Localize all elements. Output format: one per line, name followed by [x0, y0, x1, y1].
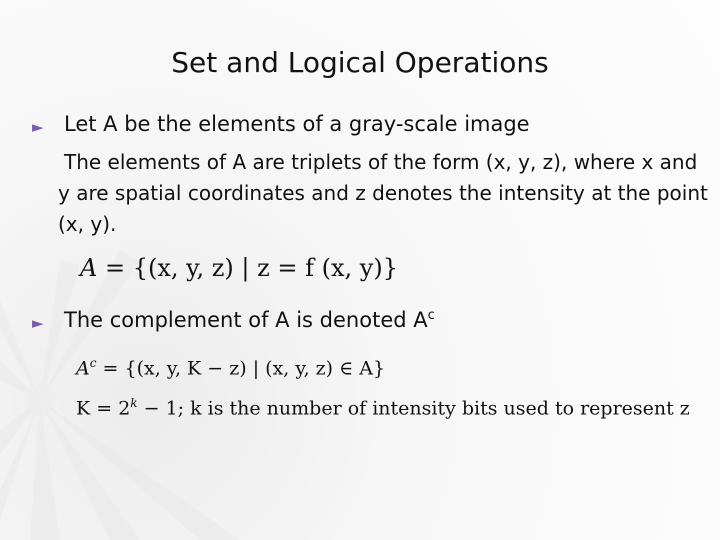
K-rhs: − 1; k is the number of intensity bits used to represent z — [137, 397, 690, 420]
bullet-1-text: Let A be the elements of a gray-scale image — [64, 112, 530, 136]
slide-title: Set and Logical Operations — [171, 46, 549, 79]
set-A-formula — [80, 254, 398, 282]
formula-A-lhs: A — [80, 254, 98, 282]
complement-formula — [76, 356, 385, 379]
complement-rhs: = {(x, y, K − z) | (x, y, z) ∈ A} — [102, 357, 386, 380]
bullet-2-text — [64, 308, 435, 332]
K-lhs: K = 2 — [76, 397, 131, 420]
bullet-arrow-icon: ► — [32, 118, 44, 136]
description-paragraph: The elements of A are triplets of the form (x, y, z), where x and y are spatial coordinates and z denotes the intensity at the point (x, y). — [58, 150, 708, 236]
bullet-2-main: The complement of A is denoted A — [64, 308, 428, 332]
complement-sup: c — [89, 356, 97, 370]
K-sup: k — [130, 396, 138, 410]
K-formula — [76, 396, 690, 419]
complement-base: A — [76, 357, 90, 380]
formula-A-rhs: = {(x, y, z) | z = f (x, y)} — [104, 254, 398, 282]
bullet-arrow-icon: ► — [32, 314, 44, 332]
bullet-2-superscript: c — [427, 308, 435, 323]
